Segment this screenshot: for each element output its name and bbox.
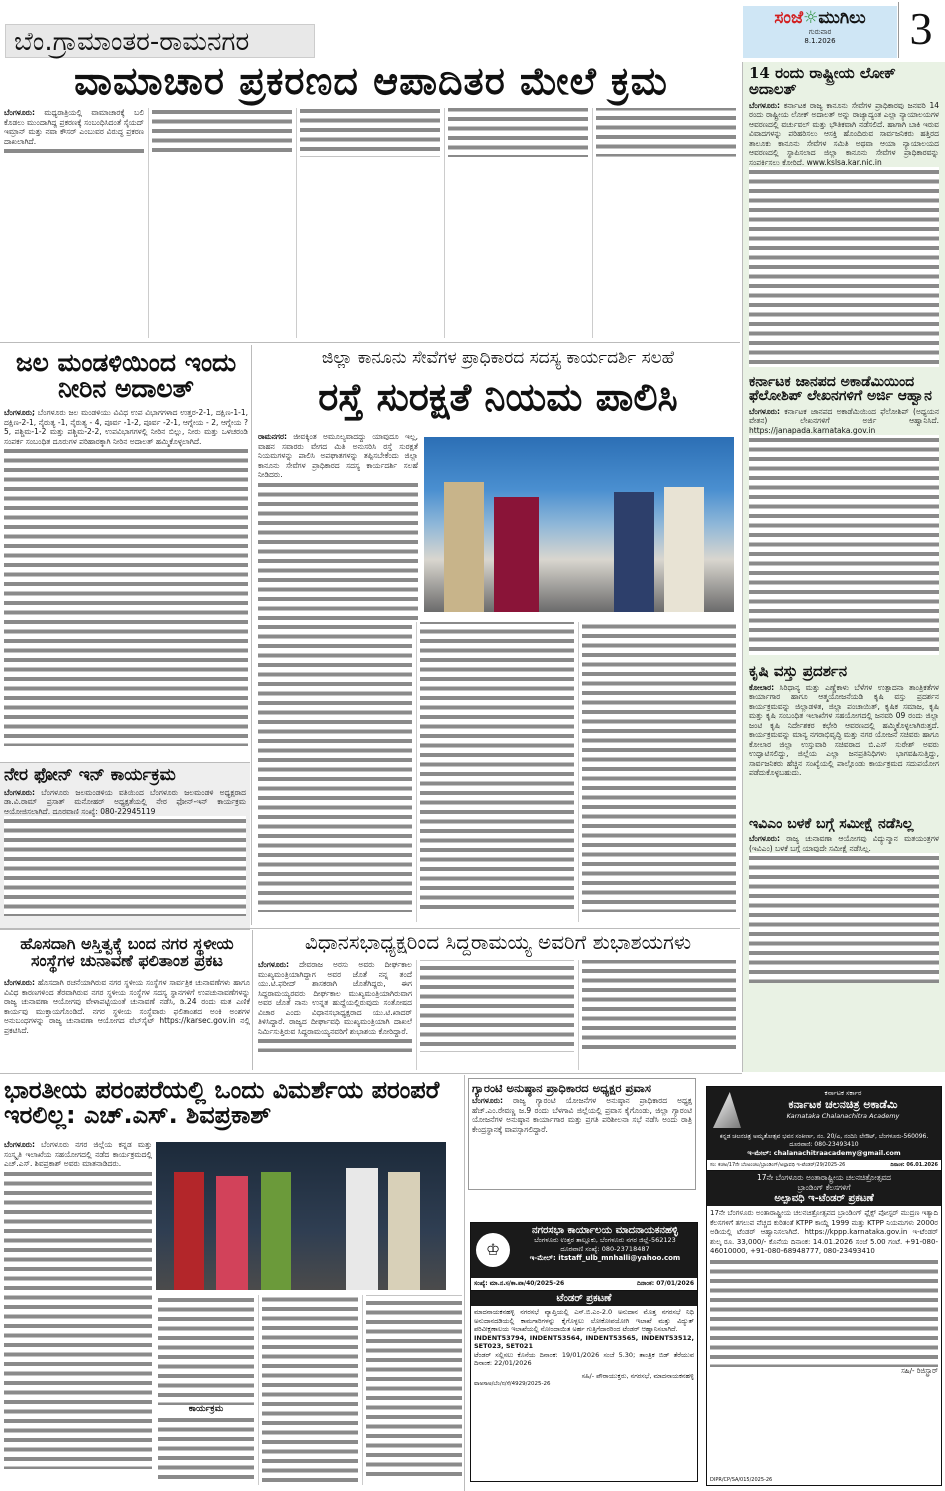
water-headline: ಜಲ ಮಂಡಳಿಯಿಂದ ಇಂದು ನೀರಿನ ಅದಾಲತ್ (15, 348, 237, 404)
krishi-headline: ಕೃಷಿ ವಸ್ತು ಪ್ರದರ್ಶನ (749, 661, 848, 680)
dateline: ಬೆಂಗಳೂರು: (749, 406, 781, 416)
local-bodies-text: ಹೊಸದಾಗಿ ರಚನೆಯಾಗಿರುವ ನಗರ ಸ್ಥಳೀಯ ಸಂಸ್ಥೆಗಳ ಸಾರ್ವತ್ರಿಕ ಚುನಾವಣೆಗಳು ಹಾಗೂ ವಿವಿಧ ಕಾರಣಗಳಿಂದ ತೆರವಾಗಿರುವ ನಗರ ಸ್ಥಳೀಯ ಸಂಸ್ಥೆಗಳ ಸದಸ್ಯ ಸ್ಥಾನಗಳಿಗೆ ಉಪಚುನಾವಣೆಗಳನ್ನು ರಾಜ್ಯ ಚುನಾವಣಾ ಆಯೋಗವು ವೇಳಾಪಟ್ಟಿಯಂತೆ ಚುನಾವಣೆ ನಡೆಸಿ, ಡಿ.24 ರಂದು ಮತ ಎಣಿಕೆ ಕಾರ್ಯವು ಮುಕ್ತಾಯಗೊಂಡಿದೆ. ನಗರ ಸ್ಥಳೀಯ ಸಂಸ್ಥೆವಾರು ಫಲಿತಾಂಶದ ಅಂಕಿ ಅಂಶಗಳ ಅನುಬಂಧಗಳನ್ನು ರಾಜ್ಯ ಚುನಾವಣಾ ಆಯೋಗದ ವೆಬ್‌ಸೈಟ್ https://karsec.gov.in ನಲ್ಲಿ ಪ್ರಕಟಿಸಿದೆ. (4, 978, 250, 1035)
dateline: ಬೆಂಗಳೂರು: (4, 108, 36, 117)
lead-body (4, 108, 736, 338)
tender-footer: ವಾಅಸಾಅ/ಬೆಂ/ನ/ಸೆ/4929/2025-26 (474, 1381, 551, 1387)
section-banner: ಬೆಂ.ಗ್ರಾಮಾಂತರ-ರಾಮನಗರ (5, 24, 315, 58)
day: ಗುರುವಾರ (808, 28, 832, 36)
brand-red: ಸಂಜೆ (774, 8, 804, 28)
dateline: ಕೋಲಾರ: (749, 682, 775, 692)
evm-headline: ಇವಿಎಂ ಬಳಕೆ ಬಗ್ಗೆ ಸಮೀಕ್ಷೆ ನಡೆಸಿಲ್ಲ (749, 815, 914, 832)
krishi-text: ಸಿರಿಧಾನ್ಯ ಮತ್ತು ಎಣ್ಣೆಕಾಳು ಬೆಳೆಗಳ ಉತ್ಪಾದನಾ ತಾಂತ್ರಿಕತೆಗಳ ಕಾರ್ಯಾಗಾರ ಹಾಗೂ ಆತ್ಮಯೋಜನೆಯಡಿ ಕೃಷಿ ವಸ್ತು ಪ್ರದರ್ಶನ ಕಾರ್ಯಕ್ರಮವನ್ನು ಜಿಲ್ಲಾಡಳಿತ, ಜಿಲ್ಲಾ ಪಂಚಾಯಿತ್, ಕೃಷಿಕ ಸಮಾಜ, ಕೃಷಿ ಮತ್ತು ಕೃಷಿ ಸಂಬಂಧಿತ ಇಲಾಖೆಗಳ ಸಹಯೋಗದಲ್ಲಿ ಜನವರಿ 09 ರಂದು ಜಿಲ್ಲಾ ಜಂಟಿ ಕೃಷಿ ನಿರ್ದೇಶಕರ ಕಛೇರಿ ಆವರಣದಲ್ಲಿ ಹಮ್ಮಿಕೊಳ್ಳಲಾಗಿರುತ್ತದೆ. ಕಾರ್ಯಕ್ರಮವನ್ನು ಮಾನ್ಯ ನಗರಾಭಿವೃದ್ಧಿ ಮತ್ತು ನಗರ ಯೋಜನೆ ಸಚಿವರು ಹಾಗೂ ಕೋಲಾರ ಜಿಲ್ಲಾ ಉಸ್ತುವಾರಿ ಸಚಿವರಾದ ಬಿ.ಎಸ್ ಸುರೇಶ್ ಅವರು ಉದ್ಘಾಟಿಸಲಿದ್ದು, ಜಿಲ್ಲೆಯ ಎಲ್ಲಾ ಜನಪ್ರತಿನಿಧಿಗಳು ಭಾಗವಹಿಸುತ್ತಿದ್ದು, ಸಾರ್ವಜನಿಕರು ಹೆಚ್ಚಿನ ಸಂಖ್ಯೆಯಲ್ಲಿ ಪಾಲ್ಗೊಂಡು ಕಾರ್ಯಕ್ರಮದ ಸದುಪಯೋಗ ಪಡೆದುಕೊಳ್ಳಬಹುದು. (749, 682, 939, 778)
masthead (743, 6, 897, 58)
janapada-headline: ಕರ್ನಾಟಕ ಜಾನಪದ ಅಕಾಡೆಮಿಯಿಂದ ಫೆಲೋಶಿಪ್ ಲೇಖನಗಳಿಗೆ ಅರ್ಜಿ ಆಹ್ವಾನ (749, 373, 932, 405)
film-footer: DIPR/CP/SA/015/2025-26 (710, 1477, 773, 1483)
film-title-1: 17ನೇ ಬೆಂಗಳೂರು ಅಂತಾರಾಷ್ಟ್ರೀಯ ಚಲನಚಿತ್ರೋತ್ಸವದ (757, 1173, 891, 1182)
lok-adalat-headline: 14 ರಂದು ರಾಷ್ಟ್ರೀಯ ಲೋಕ್ ಅದಾಲತ್ (749, 64, 896, 98)
speaker-headline: ವಿಧಾನಸಭಾಧ್ಯಕ್ಷರಿಂದ ಸಿದ್ದರಾಮಯ್ಯ ಅವರಿಗೆ ಶುಭಾಶಯಗಳು (304, 930, 692, 954)
tender-sign: ಸಹಿ/- ಪೌರಾಯುಕ್ತರು, ನಗರಸಭೆ, ಮಾದನಾಯಕನಹಳ್ಳಿ (581, 1371, 694, 1380)
local-bodies-body (4, 978, 250, 1070)
water-text: ಬೆಂಗಳೂರು ಜಲ ಮಂಡಳಿಯು ವಿವಿಧ ಉಪ ವಿಭಾಗಗಳಾದ ಉತ್ತರ-2-1, ದಕ್ಷಿಣ-1-1, ದಕ್ಷಿಣ-2-1, ನೈರುತ್ಯ -1, ನೈರುತ್ಯ - 4, ಪೂರ್ವ -1-2, ಪೂರ್ವ -2-1, ಆಗ್ನೇಯ - 2, ಆಗ್ನೇಯ ? 5, ಪಶ್ಚಿಮ-1-2 ಮತ್ತು ಪಶ್ಚಿಮ-2-2, ಉಪವಿಭಾಗಗಳಲ್ಲಿ ನೀರಿನ ಬಿಲ್ಲು, ನೀರು ಮತ್ತು ಒಳಚರಂಡಿ ಸಂಪರ್ಕ ಸಂಬಂಧಿತ ದೂರುಗಳ ಪರಿಹಾರಕ್ಕಾಗಿ ನೀರಿನ ಅದಾಲತ್ ಹಮ್ಮಿಕೊಳ್ಳಲಾಗಿದೆ. (4, 408, 248, 446)
film-title-3: ಅಲ್ಪಾವಧಿ ಇ-ಟೆಂಡರ್ ಪ್ರಕಟಣೆ (774, 1193, 874, 1204)
tender-schedule: ಟೆಂಡರ್ ಸಲ್ಲಿಸಲು ಕೊನೆಯ ದಿನಾಂಕ: 19/01/2026 ಸಂಜೆ 5.30; ತಾಂತ್ರಿಕ ಬಿಡ್ ತೆರೆಯುವ ದಿನಾಂಕ: 22/01/2026 (474, 1350, 694, 1367)
date: 8.1.2026 (804, 37, 836, 45)
film-date: ದಿನಾಂಕ: 06.01.2026 (890, 1162, 938, 1168)
film-email: ಇ-ಮೇಲ್: chalanachitraacademy@gmail.com (747, 1149, 901, 1157)
lok-adalat-text: ಕರ್ನಾಟಕ ರಾಜ್ಯ ಕಾನೂನು ಸೇವೆಗಳ ಪ್ರಾಧಿಕಾರವು ಜನವರಿ 14 ರಂದು ರಾಷ್ಟ್ರೀಯ ಲೋಕ್ ಅದಾಲತ್ ಅನ್ನು ರಾಜ್ಯಾದ್ಯಂತ ಎಲ್ಲಾ ನ್ಯಾಯಾಲಯಗಳ ಆವರಣದಲ್ಲಿ ವರ್ಚುವಲ್ ಮತ್ತು ಭೌತಿಕವಾಗಿ ನಡೆಸಲಿದೆ. ಹಾಗಾಗಿ ಬಾಕಿ ಇರುವ ವಿವಾದಗಳನ್ನು ಪರಿಹರಿಸಲು ಆಸಕ್ತಿ ಹೊಂದಿರುವ ಸಾರ್ವಜನಿಕರು ಹತ್ತಿರದ ತಾಲೂಕು ಕಾನೂನು ಸೇವೆಗಳ ಸಮಿತಿ ಅಥವಾ ಆಯಾ ನ್ಯಾಯಾಲಯದ ಆವರಣದಲ್ಲಿ ಸ್ಥಾಪಿಸಲಾದ ಜಿಲ್ಲಾ ಕಾನೂನು ಸೇವೆಗಳ ಪ್ರಾಧಿಕಾರವನ್ನು ಸಂಪರ್ಕಿಸಲು ಕೋರಿದೆ. www.kslsa.kar.nic.in (749, 100, 939, 167)
tender-date: ದಿನಾಂಕ: 07/01/2026 (637, 1280, 694, 1287)
evm-text: ರಾಜ್ಯ ಚುನಾವಣಾ ಆಯೋಗವು ವಿದ್ಯುನ್ಮಾನ ಮತಯಂತ್ರಗಳ (ಇವಿಎಂ) ಬಳಕೆ ಬಗ್ಗೆ ಯಾವುದೇ ಸಮೀಕ್ಷೆ ನಡೆಸಿಲ್ಲ. (749, 834, 939, 853)
phone-in-box (0, 762, 250, 930)
janapada-text: ಕರ್ನಾಟಕ ಜಾನಪದ ಅಕಾಡೆಮಿಯಿಂದ ಫೆಲೋಶಿಪ್ (ಅಧ್ಯಯನ ವೇತನ) ಲೇಖನಗಳಿಗೆ ಅರ್ಜಿ ಆಹ್ವಾನಿಸಿದೆ. https://janapada.karnataka.gov.in (749, 406, 939, 435)
dateline: ಬೆಂಗಳೂರು: (4, 978, 36, 987)
page-number: 3 (898, 2, 943, 58)
dateline: ಬೆಂಗಳೂರು; (4, 408, 36, 417)
tender-text: ಮಾದನಾಯಕನಹಳ್ಳಿ ನಗರಸಭೆ ವ್ಯಾಪ್ತಿಯಲ್ಲಿ ಎಸ್.ಬಿ.ಎಂ-2.0 ಅನುದಾನ ಮೊತ್ತ ನಗರಸಭೆ ನಿಧಿ ಅನುದಾನದಡಿಯಲ್ಲಿ ಕಾಮಗಾರಿಗಳನ್ನು ಕೈಗೊಳ್ಳಲು ಲೋಕೋಪಯೋಗಿ ಇಲಾಖೆ ಮತ್ತು ವಿದ್ಯುತ್ ಪರಿವೀಕ್ಷಣಾಲಯ ಇಲಾಖೆಯಲ್ಲಿ ನೋಂದಾಯಿತ ಅರ್ಹ ಗುತ್ತಿಗೆದಾರರಿಂದ ಟೆಂಡರ್ ಆಹ್ವಾನಿಸಲಾಗಿದೆ. (474, 1308, 694, 1333)
guarantee-headline: ಗ್ಯಾರಂಟಿ ಅನುಷ್ಠಾನ ಪ್ರಾಧಿಕಾರದ ಅಧ್ಯಕ್ಷರ ಪ್ರವಾಸ (472, 1081, 651, 1095)
palm-icon: ☼ (803, 8, 819, 28)
dateline: ಬೆಂಗಳೂರು: (749, 100, 781, 110)
emblem-icon: ♔ (476, 1233, 510, 1267)
film-address: ಕನ್ನಡ ಚಲನಚಿತ್ರ ಅಮೃತೋತ್ಸವ ಭವನ ಸಂಕೀರ್ಣ, ನಂ. 20/ಎ, ನಂದಿನಿ ಲೇಔಟ್, ಬೆಂಗಳೂರು-560096. ದೂರವಾಣಿ: 080-23493410 (719, 1133, 929, 1148)
tender-ad (470, 1222, 698, 1482)
guarantee-text: ರಾಜ್ಯ ಗ್ಯಾರಂಟಿ ಯೋಜನೆಗಳ ಅನುಷ್ಠಾನ ಪ್ರಾಧಿಕಾರದ ಅಧ್ಯಕ್ಷ ಹೆಚ್.ಎಂ.ರೇವಣ್ಣ ಜ.9 ರಂದು ಬೆಳಗಾವಿ ಜಿಲ್ಲೆಯಲ್ಲಿ ಪ್ರವಾಸ ಕೈಗೊಂಡು, ಜಿಲ್ಲಾ ಗ್ಯಾರಂಟಿ ಯೋಜನೆಗಳ ಅನುಷ್ಠಾನ ಕಾರ್ಯಾಗಾರ ಮತ್ತು ಪ್ರಗತಿ ಪರಿಶೀಲನಾ ಸಭೆ ನಡೆಸಿ ಅಂದು ರಾತ್ರಿ ಕೇಂದ್ರಸ್ಥಾನಕ್ಕೆ ವಾಪಸ್ಸಾಗಲಿದ್ದಾರೆ. (472, 1096, 692, 1134)
tender-indents: INDENT53794, INDENT53564, INDENT53565, INDENT53512, SET023, SET021 (474, 1333, 694, 1350)
lead-headline: ವಾಮಾಚಾರ ಪ್ರಕರಣದ ಆಪಾದಿತರ ಮೇಲೆ ಕ್ರಮ (74, 59, 668, 103)
dateline: ಬೆಂಗಳೂರು: (749, 834, 781, 844)
dateline: ಬೆಂಗಳೂರು: (258, 960, 290, 969)
film-govt: ಕರ್ನಾಟಕ ಸರ್ಕಾರ (824, 1089, 862, 1097)
speaker-body (258, 960, 736, 1070)
guarantee-box (468, 1078, 696, 1190)
dateline: ಬೆಂಗಳೂರು: (4, 787, 36, 797)
tender-phone: ದೂರವಾಣಿ ಸಂಖ್ಯೆ: 080-23718487 (560, 1245, 650, 1253)
dateline: ರಾಮನಗರ: (258, 432, 287, 441)
right-column (742, 62, 945, 1072)
phone-in-headline: ನೇರ ಫೋನ್ ಇನ್ ಕಾರ್ಯಕ್ರಮ (4, 765, 176, 785)
speaker-text: ದೇವರಾಜ ಅರಸು ಅವರು ದೀರ್ಘಕಾಲ ಮುಖ್ಯಮಂತ್ರಿಯಾಗಿದ್ದಾಗ ಅವರ ಜೊತೆ ನನ್ನ ತಂದೆ ಯು.ಟಿ.ಫರೀದ್ ಶಾಸಕರಾಗಿ ಜೊತೆಗಿದ್ದರು, ಈಗ ಸಿದ್ದರಾಮಯ್ಯರವರು ದೀರ್ಘಕಾಲ ಮುಖ್ಯಮಂತ್ರಿಯಾಗಿರುವಾಗ ಅವರ ಜೊತೆ ನಾನು ಉನ್ನತ ಹುದ್ದೆಯಲ್ಲಿರುವುದು ಸಂತೋಷದ ವಿಚಾರ ಎಂದು ವಿಧಾನಸಭಾಧ್ಯಕ್ಷರಾದ ಯು.ಟಿ.ಖಾದರ್ ತಿಳಿಸಿದ್ದಾರೆ. ರಾಜ್ಯದ ದೀರ್ಘಾವಧಿ ಮುಖ್ಯಮಂತ್ರಿಯಾಗಿ ದಾಖಲೆ ನಿರ್ಮಿಸುತ್ತಿರುವ ಸಿದ್ದರಾಮಯ್ಯನವರಿಗೆ ಶುಭಾಶಯ ಕೋರಿದ್ದಾರೆ. (258, 960, 412, 1036)
road-body-continued (258, 622, 736, 922)
film-academy-ad (706, 1086, 942, 1486)
tender-ref: ಸಂಖ್ಯೆ: ಮಾ.ನ.ಸ/ಕಾ.ಪಾ/40/2025-26 (474, 1280, 565, 1287)
road-body (258, 432, 418, 622)
tender-title: ಟೆಂಡರ್ ಪ್ರಕಟಣೆ (471, 1291, 697, 1306)
film-name-en: Karnataka Chalanachitra Academy (786, 1112, 900, 1120)
heritage-subhead: ಕಾರ್ಯಕ್ರಮ (188, 1404, 224, 1414)
road-headline: ರಸ್ತೆ ಸುರಕ್ಷತೆ ನಿಯಮ ಪಾಲಿಸಿ (318, 375, 678, 419)
dateline: ಬೆಂಗಳೂರು: (4, 1140, 36, 1149)
tender-address: ಬೆಂಗಳೂರು ಉತ್ತರ ತಾಲ್ಲೂಕು, ಬೆಂಗಳೂರು ನಗರ ಜಿಲ್ಲೆ-562123 (534, 1236, 676, 1244)
heritage-body (4, 1140, 152, 1485)
local-bodies-headline: ಹೊಸದಾಗಿ ಅಸ್ತಿತ್ವಕ್ಕೆ ಬಂದ ನಗರ ಸ್ಥಳೀಯ ಸಂಸ್ಥೆಗಳ ಚುನಾವಣೆ ಫಲಿತಾಂಶ ಪ್ರಕಟ (20, 934, 234, 970)
tender-email: ಇ-ಮೇಲ್: itstaff_ulb_mnhalli@yahoo.com (529, 1254, 681, 1262)
brand-black: ಮುಗಿಲು (818, 8, 866, 28)
film-ref: ಸಂ: ಕಚಅ/17ನೇ ಬೆಂಅಂಚಲ/ಬ್ರಾಂಡಿಂಗ್/ಅಲ್ಪಾವಧಿ ಇ-ಟೆಂಡರ್/29/2025-26 (710, 1162, 846, 1168)
film-title-2: ಬ್ರಾಂಡಿಂಗ್ ಕೆಲಸಗಳಿಗೆ (797, 1183, 851, 1192)
road-safety-photo (424, 437, 734, 612)
film-sign: ಸಹಿ/- ರಿಜಿಸ್ಟ್ರಾರ್ (901, 1366, 938, 1375)
tender-office: ನಗರಸಭಾ ಕಾರ್ಯಾಲಯ ಮಾದನಾಯಕನಹಳ್ಳಿ (532, 1225, 678, 1236)
phone-in-text: ಬೆಂಗಳೂರು ಜಲಮಂಡಳಿಯ ವತಿಯಿಂದ ಬೆಂಗಳೂರು ಜಲಮಂಡಳಿ ಅಧ್ಯಕ್ಷರಾದ ಡಾ.ವಿ.ರಾಮ್ ಪ್ರಸಾತ್ ಮನೋಹರ್ ಅಧ್ಯಕ್ಷತೆಯಲ್ಲಿ ನೇರ ಫೋನ್-ಇನ್ ಕಾರ್ಯಕ್ರಮ ಆಯೋಜಿಸಲಾಗಿದೆ. ದೂರವಾಣಿ ಸಂಖ್ಯೆ: 080-22945119 (4, 787, 246, 816)
heritage-body-continued (158, 1295, 462, 1485)
water-body (4, 408, 248, 758)
film-text: 17ನೇ ಬೆಂಗಳೂರು ಅಂತಾರಾಷ್ಟ್ರೀಯ ಚಲನಚಿತ್ರೋತ್ಸವದ ಬ್ರಾಂಡಿಂಗ್ ಫ್ಲೆಕ್ಸ್ ಪೋಸ್ಟರ್ ಮುದ್ರಣ ಇತ್ಯಾದಿ ಕೆಲಸಗಳಿಗೆ ತಗಲುವ ವೆಚ್ಚದ ಕುರಿತಂತೆ KTPP ಕಾಯ್ದೆ 1999 ಮತ್ತು KTPP ನಿಯಮಗಳು 2000ರ ಅಡಿಯಲ್ಲಿ ಟೆಂಡರ್ ಆಹ್ವಾನಿಸಲಾಗಿದೆ. https://kppp.karnataka.gov.in ಇ-ಟೆಂಡರ್ ಶುಲ್ಕ ರೂ. 33,000/- ಕೊನೆಯ ದಿನಾಂಕ: 14.01.2026 ಸಂಜೆ 5.00 ಗಂಟೆ. +91-080-46010000, +91-080-68948777, 080-23493410 (710, 1209, 938, 1255)
film-name: ಕರ್ನಾಟಕ ಚಲನಚಿತ್ರ ಅಕಾಡೆಮಿ (788, 1098, 898, 1111)
dateline: ಬೆಂಗಳೂರು: (472, 1096, 504, 1106)
lead-text: ಮಧ್ಯರಾತ್ರಿಯಲ್ಲಿ ವಾಮಾಚಾರಕ್ಕೆ ಬಲಿ ಕೊಡಲು ಮುಂದಾಗಿದ್ದ ಪ್ರಕರಣಕ್ಕೆ ಸಂಬಂಧಿಸಿದಂತೆ ಸೈಯದ್ ಇಮ್ರಾನ್ ಮತ್ತು ನವಾ ಕೌಸರ್ ಎಂಬುವರ ವಿರುದ್ಧ ಪ್ರಕರಣ ದಾಖಲಾಗಿದೆ. (4, 108, 144, 146)
heritage-photo (156, 1142, 446, 1290)
road-text: ಜೀವಕ್ಕಿಂತ ಅಮೂಲ್ಯವಾದದ್ದು ಯಾವುದೂ ಇಲ್ಲ, ವಾಹನ ಸವಾರರು ವೇಗದ ಮಿತಿ ಅನುಸರಿಸಿ ರಸ್ತೆ ಸುರಕ್ಷತೆ ನಿಯಮಗಳನ್ನು ಪಾಲಿಸಿ ಅಪಘಾತಗಳನ್ನು ತಪ್ಪಿಸಬೇಕೆಂದು ಜಿಲ್ಲಾ ಕಾನೂನು ಸೇವೆಗಳ ಪ್ರಾಧಿಕಾರದ ಸದಸ್ಯ ಕಾರ್ಯದರ್ಶಿ ಸಲಹೆ ನೀಡಿದರು. (258, 432, 418, 479)
road-kicker: ಜಿಲ್ಲಾ ಕಾನೂನು ಸೇವೆಗಳ ಪ್ರಾಧಿಕಾರದ ಸದಸ್ಯ ಕಾರ್ಯದರ್ಶಿ ಸಲಹೆ (321, 348, 675, 368)
heritage-headline: ಭಾರತೀಯ ಪರಂಪರೆಯಲ್ಲಿ ಒಂದು ವಿಮರ್ಶೆಯ ಪರಂಪರೆ ಇರಲಿಲ್ಲ: ಎಚ್.ಎಸ್. ಶಿವಪ್ರಕಾಶ್ (4, 1076, 440, 1130)
film-reel-icon (713, 1092, 741, 1128)
heritage-text: ಬೆಂಗಳೂರು ನಗರ ಜಿಲ್ಲೆಯ ಕನ್ನಡ ಮತ್ತು ಸಂಸ್ಕೃತಿ ಇಲಾಖೆಯ ಸಹಯೋಗದಲ್ಲಿ ನಡೆದ ಕಾರ್ಯಕ್ರಮದಲ್ಲಿ ಎಚ್.ಎಸ್. ಶಿವಪ್ರಕಾಶ್ ಅವರು ಮಾತನಾಡಿದರು. (4, 1140, 152, 1168)
